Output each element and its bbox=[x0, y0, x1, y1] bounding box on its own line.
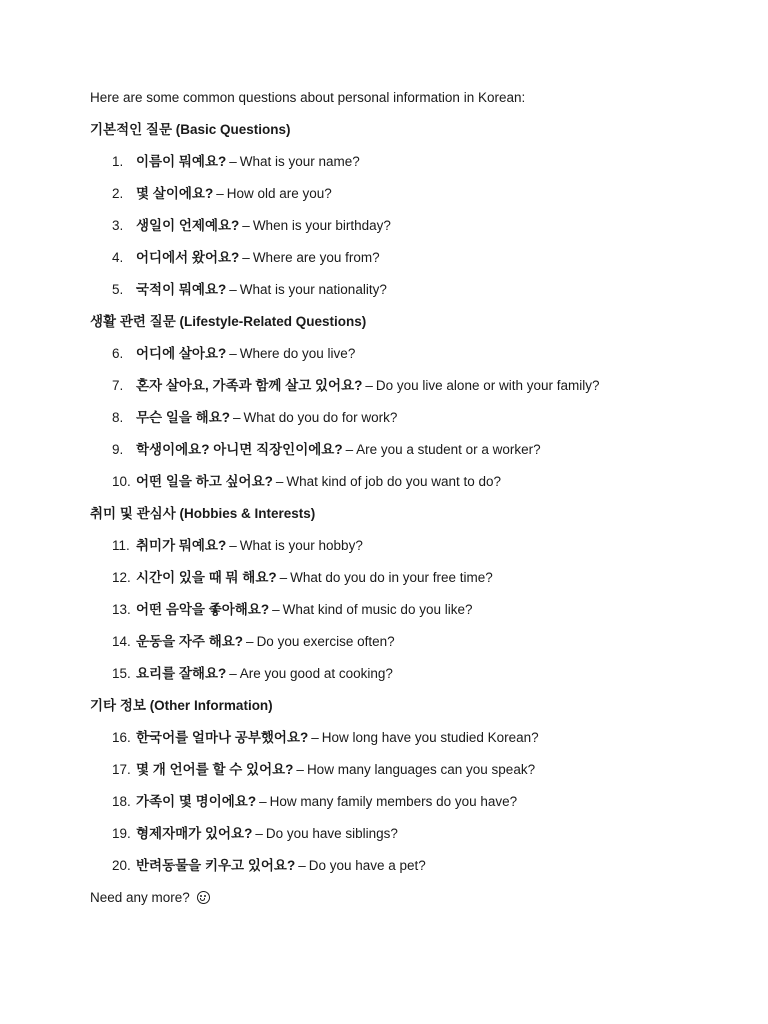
dash-separator: – bbox=[229, 666, 237, 681]
closing-text: Need any more? bbox=[90, 890, 190, 905]
section-heading-korean: 취미 및 관심사 bbox=[90, 506, 176, 521]
list-item-number: 6. bbox=[112, 346, 124, 361]
list-item bbox=[90, 154, 730, 170]
list-item bbox=[90, 538, 730, 554]
list-item bbox=[90, 570, 730, 586]
dash-separator: – bbox=[246, 634, 254, 649]
list-item-number: 16. bbox=[112, 730, 131, 745]
list-item bbox=[90, 666, 730, 682]
korean-question: 취미가 뭐예요? bbox=[136, 538, 227, 553]
list-item-number: 11. bbox=[112, 538, 130, 553]
dash-separator: – bbox=[272, 602, 280, 617]
section-heading-english: (Hobbies & Interests) bbox=[179, 506, 316, 521]
dash-separator: – bbox=[311, 730, 319, 745]
list-item bbox=[90, 218, 730, 234]
korean-question: 이름이 뭐예요? bbox=[136, 154, 227, 169]
korean-question: 시간이 있을 때 뭐 해요? bbox=[136, 570, 277, 585]
list-item bbox=[90, 474, 730, 490]
english-translation: Where are you from? bbox=[252, 250, 380, 265]
list-item-number: 7. bbox=[112, 378, 124, 393]
korean-question: 가족이 몇 명이에요? bbox=[136, 794, 257, 809]
english-translation: What do you do for work? bbox=[243, 410, 398, 425]
list-item bbox=[90, 186, 730, 202]
list-item-number: 20. bbox=[112, 858, 131, 873]
english-translation: What is your name? bbox=[239, 154, 360, 169]
list-item-number: 1. bbox=[112, 154, 124, 169]
list-item bbox=[90, 346, 730, 362]
english-translation: What kind of job do you want to do? bbox=[286, 474, 502, 489]
section-heading-korean: 기본적인 질문 bbox=[90, 122, 172, 137]
dash-separator: – bbox=[298, 858, 306, 873]
korean-question: 어떤 음악을 좋아해요? bbox=[136, 602, 270, 617]
korean-question: 무슨 일을 해요? bbox=[136, 410, 230, 425]
dash-separator: – bbox=[275, 474, 284, 489]
korean-question: 생일이 언제예요? bbox=[136, 218, 240, 233]
english-translation: How many languages can you speak? bbox=[306, 762, 536, 777]
dash-separator: – bbox=[233, 410, 241, 425]
section-heading bbox=[90, 314, 730, 330]
list-item bbox=[90, 858, 730, 874]
list-item bbox=[90, 730, 730, 746]
korean-question: 형제자매가 있어요? bbox=[136, 826, 253, 841]
list-item bbox=[90, 762, 730, 778]
dash-separator: – bbox=[365, 378, 373, 393]
english-translation: Are you a student or a worker? bbox=[356, 442, 541, 457]
section-heading-korean: 생활 관련 질문 bbox=[90, 314, 176, 329]
list-item bbox=[90, 378, 730, 394]
korean-question: 어떤 일을 하고 싶어요? bbox=[136, 474, 273, 489]
english-translation: When is your birthday? bbox=[252, 218, 391, 233]
korean-question: 학생이에요? 아니면 직장인이에요? bbox=[136, 442, 343, 457]
english-translation: Do you have siblings? bbox=[265, 826, 398, 841]
list-item bbox=[90, 826, 730, 842]
dash-separator: – bbox=[242, 250, 250, 265]
dash-separator: – bbox=[259, 794, 267, 809]
grinning-face-icon bbox=[197, 891, 210, 904]
korean-question: 혼자 살아요, 가족과 함께 살고 있어요? bbox=[136, 378, 363, 393]
list-item-number: 8. bbox=[112, 410, 124, 425]
section-heading-english: (Basic Questions) bbox=[175, 122, 291, 137]
english-translation: What kind of music do you like? bbox=[282, 602, 473, 617]
list-item bbox=[90, 794, 730, 810]
list-item-number: 14. bbox=[112, 634, 131, 649]
list-item-number: 15. bbox=[112, 666, 131, 681]
dash-separator: – bbox=[229, 154, 237, 169]
list-item-number: 2. bbox=[112, 186, 124, 201]
dash-separator: – bbox=[255, 826, 263, 841]
section-heading bbox=[90, 698, 730, 714]
list-item-number: 4. bbox=[112, 250, 124, 265]
english-translation: How old are you? bbox=[226, 186, 332, 201]
korean-question: 어디에서 왔어요? bbox=[136, 250, 240, 265]
english-translation: What do you do in your free time? bbox=[290, 570, 493, 585]
list-item-number: 19. bbox=[112, 826, 131, 841]
korean-question: 몇 살이에요? bbox=[136, 186, 214, 201]
section-heading bbox=[90, 506, 730, 522]
section-heading-english: (Other Information) bbox=[149, 698, 273, 713]
list-item-number: 9. bbox=[112, 442, 124, 457]
dash-separator: – bbox=[216, 186, 224, 201]
list-item bbox=[90, 442, 730, 458]
section-heading-english: (Lifestyle-Related Questions) bbox=[179, 314, 367, 329]
korean-question: 반려동물을 키우고 있어요? bbox=[136, 858, 296, 873]
english-translation: What is your nationality? bbox=[239, 282, 387, 297]
korean-question: 어디에 살아요? bbox=[136, 346, 227, 361]
english-translation: Do you live alone or with your family? bbox=[375, 378, 600, 393]
section-heading bbox=[90, 122, 730, 138]
dash-separator: – bbox=[242, 218, 250, 233]
dash-separator: – bbox=[279, 570, 288, 585]
list-item-number: 18. bbox=[112, 794, 131, 809]
list-item bbox=[90, 634, 730, 650]
list-item-number: 12. bbox=[112, 570, 131, 585]
list-item-number: 17. bbox=[112, 762, 131, 777]
dash-separator: – bbox=[345, 442, 354, 457]
question-sections bbox=[90, 122, 730, 874]
english-translation: Do you exercise often? bbox=[256, 634, 395, 649]
english-translation: Where do you live? bbox=[239, 346, 356, 361]
dash-separator: – bbox=[229, 282, 237, 297]
intro-text: Here are some common questions about personal information in Korean: bbox=[90, 90, 526, 105]
english-translation: How many family members do you have? bbox=[269, 794, 518, 809]
closing-line bbox=[90, 890, 730, 906]
korean-question: 요리를 잘해요? bbox=[136, 666, 227, 681]
dash-separator: – bbox=[296, 762, 304, 777]
list-item bbox=[90, 602, 730, 618]
english-translation: Are you good at cooking? bbox=[239, 666, 393, 681]
list-item-number: 3. bbox=[112, 218, 124, 233]
english-translation: How long have you studied Korean? bbox=[321, 730, 539, 745]
list-item-number: 5. bbox=[112, 282, 124, 297]
section-heading-korean: 기타 정보 bbox=[90, 698, 146, 713]
dash-separator: – bbox=[229, 538, 237, 553]
korean-question: 한국어를 얼마나 공부했어요? bbox=[136, 730, 309, 745]
list-item bbox=[90, 282, 730, 298]
english-translation: Do you have a pet? bbox=[308, 858, 426, 873]
list-item-number: 13. bbox=[112, 602, 131, 617]
list-item bbox=[90, 410, 730, 426]
dash-separator: – bbox=[229, 346, 237, 361]
korean-question: 국적이 뭐예요? bbox=[136, 282, 227, 297]
document-body bbox=[90, 90, 730, 922]
korean-question: 몇 개 언어를 할 수 있어요? bbox=[136, 762, 294, 777]
list-item-number: 10. bbox=[112, 474, 131, 489]
english-translation: What is your hobby? bbox=[239, 538, 363, 553]
korean-question: 운동을 자주 해요? bbox=[136, 634, 244, 649]
list-item bbox=[90, 250, 730, 266]
